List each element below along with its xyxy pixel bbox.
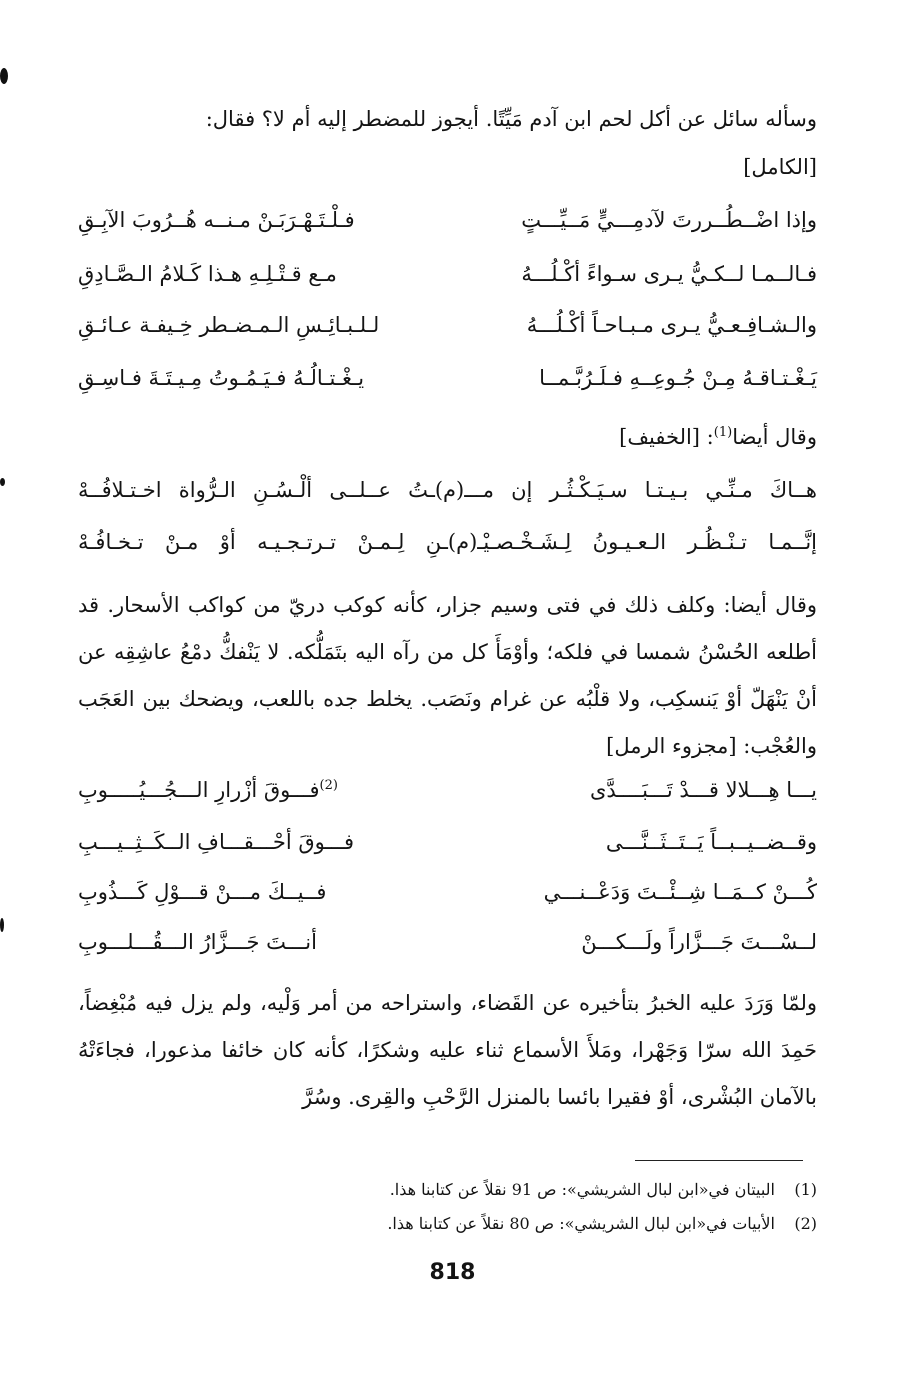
verse-hemistich-second: أنـــتَ جَـــزَّارُ الـــقُـــلـــوبِ bbox=[78, 930, 317, 954]
intro-text: وقال أيضا bbox=[732, 425, 817, 449]
scan-mark bbox=[0, 478, 5, 486]
footnote-number: (2) bbox=[794, 1214, 817, 1233]
hemistich-text: فـــوقَ أزْرارِ الـــجُـــيُـــــوبِ bbox=[78, 778, 320, 802]
scan-mark bbox=[0, 68, 8, 84]
verse-hemistich-second: فـــوقَ أحْـــقـــافِ الــكَــثِــيـــبِ bbox=[78, 830, 355, 854]
verse-hemistich-first: وقــضــيــبــاً يَــتَــثَــنَّـــى bbox=[605, 830, 817, 854]
footnote-ref: (1) bbox=[713, 425, 733, 440]
verse-hemistich-second: فــيــكَ مـــنْ قـــوْلِ كَـــذُوبِ bbox=[78, 880, 327, 904]
footnote bbox=[387, 1214, 817, 1233]
paragraph: ولمّا وَرَدَ عليه الخبرُ بتأخيره عن القَضاء، واستراحه من أمر وَلْيه، ولم يزل فيه مُبْغِضاً، حَمِدَ الله سرّا وَجَهْرا، ومَلأَ الأسماع ثناء عليه وشكرًا، كأنه كان خائفا مذعورا، فجاءَتْهُ بالآمان البُشْرى، أوْ فقيرا بائسا بالمنزل الرَّحْبِ والقِرى. وسُرَّ bbox=[78, 991, 817, 1109]
verse-hemistich-first: كُـــنْ كــمَــا شِــئْــتَ وَدَعْــنـــي bbox=[543, 880, 817, 904]
footnote bbox=[390, 1180, 817, 1199]
verse-hemistich-second: فـلْـتَـهْـرَبَـنْ مـنــه هُــرُوبَ الآبِـقِ bbox=[78, 208, 355, 232]
verse-row bbox=[78, 830, 817, 870]
footnote-text: الأبيات في«ابن لبال الشريشي»: ص 80 نقلاً عن كتابنا هذا. bbox=[387, 1214, 775, 1233]
verse-hemistich-first: والـشـافِـعـيُّ يـرى مـبـاحـاً أكْـلُـــهُ bbox=[526, 313, 817, 337]
verse-hemistich-first: وإذا اضْــطُــررتَ لآدمِـــيٍّ مَــيِّـــتٍ bbox=[521, 208, 817, 232]
footnote-divider bbox=[635, 1160, 803, 1161]
meter-label: : [الخفيف] bbox=[619, 425, 714, 449]
intro-line: وسأله سائل عن أكل لحم ابن آدم مَيِّتًا. أيجوز للمضطر إليه أم لا؟ فقال: bbox=[205, 107, 817, 131]
verse-row bbox=[78, 930, 817, 970]
verse-hemistich-second: يـغْـتـالُـهُ فـيَـمُـوتُ مِـيـتَـةَ فـاسِـقِ bbox=[78, 366, 365, 390]
footnote-number: (1) bbox=[794, 1180, 817, 1199]
verse-row bbox=[78, 262, 817, 302]
verse-row bbox=[78, 313, 817, 353]
verse-hemistich-second: لـلـبـائِـسِ الـمـضـطر خِـيفـة عـائـقِ bbox=[78, 313, 380, 337]
scan-mark bbox=[0, 918, 4, 932]
verse-row bbox=[78, 366, 817, 406]
verse-hemistich-second bbox=[78, 778, 338, 802]
verse-single: إنَّــمـا تـنْـظُـر الـعـيـونُ لِـشَـخْـصـيْـ(م)ـنِ لِـمـنْ تـرتـجـيـه أوْ مـنْ تـخـافُـهْ bbox=[78, 530, 817, 554]
verse-row bbox=[78, 880, 817, 920]
paragraph: وقال أيضا: وكلف ذلك في فتى وسيم جزار، كأنه كوكب دريّ من كواكب الأسحار. قد أطلعه الحُسْنُ شمسا في فلكه؛ وأوْمَأَ كل من رآه اليه بتَمَلُّكه. لا يَنْفكُّ دمْعُ عاشِقِه عن أنْ يَنْهَلّ أوْ يَنسكِب، ولا قلْبُه عن غرام ونَصَب. يخلط جده باللعب، ويضحك بين العَجَب والعُجْب: [مجزوء الرمل] bbox=[78, 593, 817, 758]
verse-hemistich-second: مـع قـتْـلِـهِ هـذا كَـلامُ الـصَّـادِقِ bbox=[78, 262, 337, 286]
verse-row bbox=[78, 208, 817, 248]
poem-intro bbox=[619, 425, 817, 449]
meter-label: [الكامل] bbox=[743, 155, 817, 179]
verse-hemistich-first: يـــا هِـــلالا قـــدْ تَـــبَــــدَّى bbox=[590, 778, 817, 802]
verse-row bbox=[78, 778, 817, 818]
verse-hemistich-first: فـالــمـا لــكـيُّ يـرى سـواءً أكْـلُـــهُ bbox=[521, 262, 817, 286]
page-number: 818 bbox=[429, 1260, 476, 1285]
verse-hemistich-first: لــسْـــتَ جَـــزَّاراً ولَـــكـــنْ bbox=[581, 930, 817, 954]
verse-hemistich-first: يَـغْـتـاقـهُ مِـنْ جُـوعِــهِ فـلَـرُبَّـمــا bbox=[539, 366, 817, 390]
verse-single: هــاكَ مـنِّـي بـيـتـا سـيَـكْـثُـر إن مـــ(م)ـتُ عــلــى ألْـسُـنِ الـرُّواة اخـتـلافُــهْ bbox=[78, 478, 817, 502]
footnote-ref: (2) bbox=[319, 778, 338, 793]
footnote-text: البيتان في«ابن لبال الشريشي»: ص 91 نقلاً عن كتابنا هذا. bbox=[389, 1180, 775, 1199]
